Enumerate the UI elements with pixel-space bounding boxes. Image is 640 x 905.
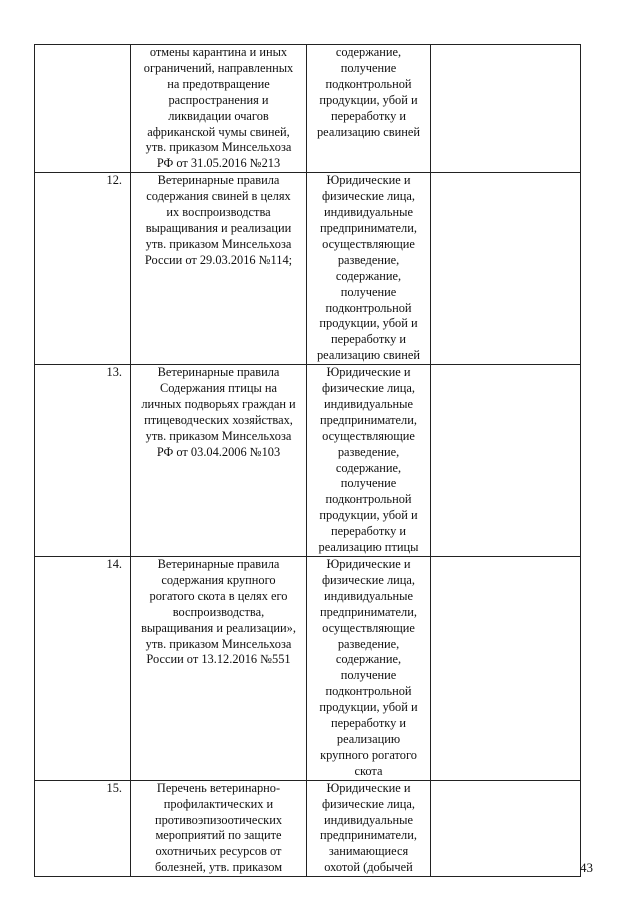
subject-cell bbox=[307, 557, 431, 781]
document-line: ликвидации очагов bbox=[168, 108, 269, 123]
document-cell bbox=[131, 780, 307, 876]
subject-line: подконтрольной bbox=[325, 684, 412, 699]
document-line: содержания крупного bbox=[161, 572, 276, 587]
document-line: Ветеринарные правила bbox=[157, 173, 280, 188]
page-number: 43 bbox=[580, 860, 593, 875]
document-line: России от 13.12.2016 №551 bbox=[146, 652, 291, 667]
document-line: утв. приказом Минсельхоза bbox=[145, 428, 292, 443]
subject-line: Юридические и bbox=[326, 173, 411, 188]
table-row bbox=[35, 557, 581, 781]
subject-line: подконтрольной bbox=[325, 76, 412, 91]
subject-line: индивидуальные bbox=[324, 588, 413, 603]
subject-line: содержание, bbox=[335, 45, 402, 59]
document-line: болезней, утв. приказом bbox=[154, 860, 283, 875]
subject-line: переработку и bbox=[330, 524, 407, 539]
subject-line: осуществляющие bbox=[322, 236, 415, 251]
document-line: рогатого скота в целях его bbox=[149, 588, 288, 603]
subject-line: получение bbox=[340, 284, 397, 299]
document-line: Содержания птицы на bbox=[159, 381, 278, 396]
document-line: африканской чумы свиней, bbox=[147, 124, 290, 139]
document-line: отмены карантина и иных bbox=[149, 45, 288, 59]
table-row bbox=[35, 365, 581, 557]
row-number: 12. bbox=[35, 173, 131, 365]
subject-line: занимающиеся bbox=[328, 844, 409, 859]
document-line: Ветеринарные правила bbox=[157, 365, 280, 380]
document-line: воспроизводства, bbox=[172, 604, 265, 619]
subject-line: предприниматели, bbox=[320, 220, 417, 235]
document-line: РФ от 03.04.2006 №103 bbox=[156, 444, 281, 459]
subject-line: предприниматели, bbox=[320, 604, 417, 619]
subject-line: физические лица, bbox=[321, 572, 415, 587]
document-line: Перечень ветеринарно- bbox=[156, 780, 281, 795]
subject-line: физические лица, bbox=[321, 796, 415, 811]
subject-line: получение bbox=[340, 476, 397, 491]
document-line: птицеводческих хозяйствах, bbox=[144, 412, 293, 427]
document-cell bbox=[131, 173, 307, 365]
document-line: утв. приказом Минсельхоза bbox=[145, 636, 292, 651]
subject-line: предприниматели, bbox=[320, 412, 417, 427]
subject-line: реализацию bbox=[336, 731, 401, 746]
document-line: содержания свиней в целях bbox=[146, 189, 291, 204]
document-cell bbox=[131, 45, 307, 173]
subject-line: содержание, bbox=[335, 652, 402, 667]
subject-line: физические лица, bbox=[321, 189, 415, 204]
subject-line: переработку и bbox=[330, 332, 407, 347]
subject-line: предприниматели, bbox=[320, 828, 417, 843]
extra-cell bbox=[431, 780, 581, 876]
subject-line: подконтрольной bbox=[325, 300, 412, 315]
subject-line: реализацию свиней bbox=[316, 348, 421, 363]
subject-line: осуществляющие bbox=[322, 428, 415, 443]
table-row bbox=[35, 45, 581, 173]
document-line: утв. приказом Минсельхоза bbox=[145, 236, 292, 251]
subject-cell bbox=[307, 45, 431, 173]
document-line: России от 29.03.2016 №114; bbox=[144, 252, 293, 267]
subject-line: индивидуальные bbox=[324, 396, 413, 411]
row-number: 13. bbox=[35, 365, 131, 557]
document-line: личных подворьях граждан и bbox=[141, 396, 296, 411]
subject-line: охотой (добычей bbox=[324, 860, 413, 875]
document-line: их воспроизводства bbox=[166, 205, 271, 220]
subject-line: реализацию птицы bbox=[318, 540, 419, 555]
document-cell bbox=[131, 557, 307, 781]
table-row bbox=[35, 173, 581, 365]
document-line: выращивания и реализации», bbox=[141, 620, 296, 635]
document-line: ограничений, направленных bbox=[143, 60, 294, 75]
document-line: выращивания и реализации bbox=[145, 220, 292, 235]
subject-line: Юридические и bbox=[326, 365, 411, 380]
subject-line: Юридические и bbox=[326, 780, 411, 795]
document-line: распространения и bbox=[168, 92, 269, 107]
subject-line: осуществляющие bbox=[322, 620, 415, 635]
subject-line: физические лица, bbox=[321, 381, 415, 396]
document-line: противоэпизоотических bbox=[154, 812, 283, 827]
document-line: РФ от 31.05.2016 №213 bbox=[156, 156, 281, 171]
document-line: на предотвращение bbox=[167, 76, 270, 91]
subject-line: подконтрольной bbox=[325, 492, 412, 507]
subject-line: переработку и bbox=[330, 716, 407, 731]
row-number: 15. bbox=[35, 780, 131, 876]
row-number: 14. bbox=[35, 557, 131, 781]
subject-line: скота bbox=[354, 763, 383, 778]
subject-cell bbox=[307, 365, 431, 557]
regulations-table bbox=[34, 44, 581, 877]
subject-line: продукции, убой и bbox=[319, 316, 418, 331]
subject-line: разведение, bbox=[337, 444, 400, 459]
extra-cell bbox=[431, 173, 581, 365]
subject-line: реализацию свиней bbox=[316, 124, 421, 139]
subject-line: содержание, bbox=[335, 268, 402, 283]
subject-line: получение bbox=[340, 60, 397, 75]
subject-cell bbox=[307, 780, 431, 876]
subject-line: продукции, убой и bbox=[319, 92, 418, 107]
table-body bbox=[35, 45, 581, 877]
table-row bbox=[35, 780, 581, 876]
document-line: охотничьих ресурсов от bbox=[155, 844, 282, 859]
row-number bbox=[35, 45, 131, 173]
subject-line: разведение, bbox=[337, 636, 400, 651]
document-line: мероприятий по защите bbox=[155, 828, 282, 843]
subject-line: получение bbox=[340, 668, 397, 683]
subject-cell bbox=[307, 173, 431, 365]
document-cell bbox=[131, 365, 307, 557]
subject-line: содержание, bbox=[335, 460, 402, 475]
subject-line: крупного рогатого bbox=[320, 747, 417, 762]
subject-line: индивидуальные bbox=[324, 205, 413, 220]
document-line: профилактических и bbox=[163, 796, 274, 811]
subject-line: переработку и bbox=[330, 108, 407, 123]
subject-line: разведение, bbox=[337, 252, 400, 267]
subject-line: индивидуальные bbox=[324, 812, 413, 827]
extra-cell bbox=[431, 365, 581, 557]
extra-cell bbox=[431, 45, 581, 173]
document-line: Ветеринарные правила bbox=[157, 557, 280, 571]
extra-cell bbox=[431, 557, 581, 781]
subject-line: Юридические и bbox=[326, 557, 411, 571]
document-line: утв. приказом Минсельхоза bbox=[145, 140, 292, 155]
subject-line: продукции, убой и bbox=[319, 508, 418, 523]
subject-line: продукции, убой и bbox=[319, 700, 418, 715]
